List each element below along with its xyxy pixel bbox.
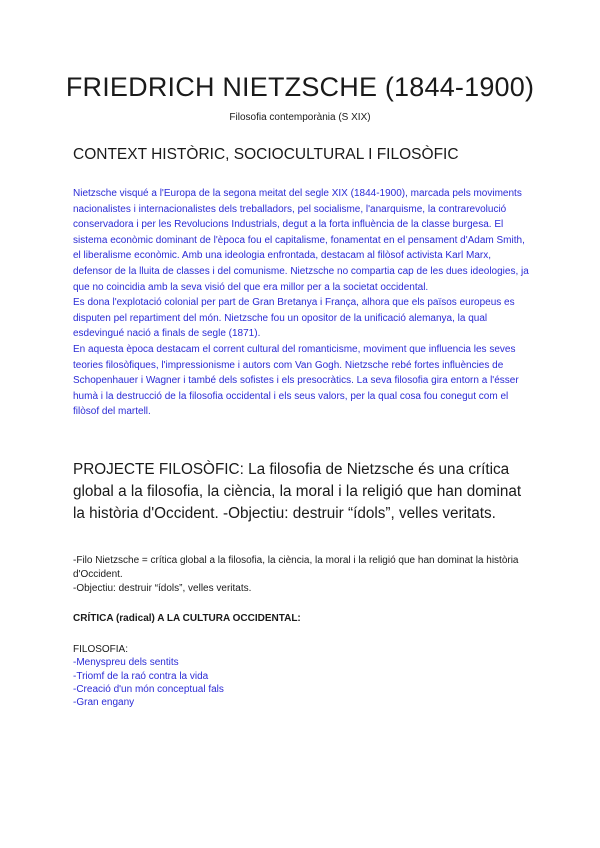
filosofia-item: -Gran engany (73, 697, 135, 709)
filosofia-label: FILOSOFIA: (73, 644, 129, 655)
filosofia-section (73, 643, 224, 709)
projecte-point: -Objectiu: destruir “ídols”, velles veritats. (73, 583, 252, 594)
context-paragraph: En aquesta època destacam el corrent cultural del romanticisme, moviment que influencia les seves teories filosòfiques, l'impressionisme i autors com Van Gogh. Nietzsche rebé fortes influències de Schopenhauer i Wagner i també dels sofistes i els presocràtics. La seva filosofia gira entorn a l'ésser humà i la destrucció de la filosofia occidental i els seus valors, per la qual cosa fou conegut com el filòsof del martell. (73, 343, 519, 418)
projecte-points (73, 554, 533, 596)
critica-heading: CRÍTICA (radical) A LA CULTURA OCCIDENTAL: (73, 613, 301, 624)
context-paragraph: Nietzsche visqué a l'Europa de la segona meitat del segle XIX (1844-1900), marcada pels moviments nacionalistes i internacionalistes dels treballadors, pel socialisme, l'anarquisme, la contrarevolució conservadora i per les Revolucions Industrials, degut a la forta influència de la classe burgesa. El sistema econòmic dominant de l'època fou el capitalisme, fonamentat en el pensament d'Adam Smith, el liberalisme econòmic. Amb una ideologia enfrontada, destacam al filòsof activista Karl Marx, defensor de la lluita de classes i del comunisme. Nietzsche no compartia cap de les dues ideologies, ja que no coincidia amb la seva visió del que era millor per a la societat occidental. (73, 188, 529, 293)
context-paragraph: Es dona l'explotació colonial per part de Gran Bretanya i França, alhora que els països europeus es disputen pel repartiment del món. Nietzsche fou un opositor de la unificació alemanya, la qual esdevingué nació a finals de segle (1871). (73, 297, 515, 340)
document-subtitle: Filosofia contemporània (S XIX) (229, 112, 371, 123)
filosofia-item: -Menyspreu dels sentits (73, 657, 179, 669)
filosofia-item: -Triomf de la raó contra la vida (73, 670, 209, 682)
context-body (73, 186, 529, 420)
projecte-point: -Filo Nietzsche = crítica global a la filosofia, la ciència, la moral i la religió que han dominat la història d'Occident. (73, 555, 519, 580)
filosofia-list (73, 656, 224, 709)
document-title: FRIEDRICH NIETZSCHE (1844-1900) (65, 72, 535, 102)
projecte-heading: PROJECTE FILOSÒFIC: La filosofia de Nietzsche és una crítica global a la filosofia, la ciència, la moral i la religió que han dominat la història d'Occident. -Objectiu: destruir “ídols”, velles veritats. (73, 461, 522, 522)
context-heading: CONTEXT HISTÒRIC, SOCIOCULTURAL I FILOSÒFIC (73, 146, 459, 163)
filosofia-item: -Creació d'un món conceptual fals (73, 683, 224, 695)
